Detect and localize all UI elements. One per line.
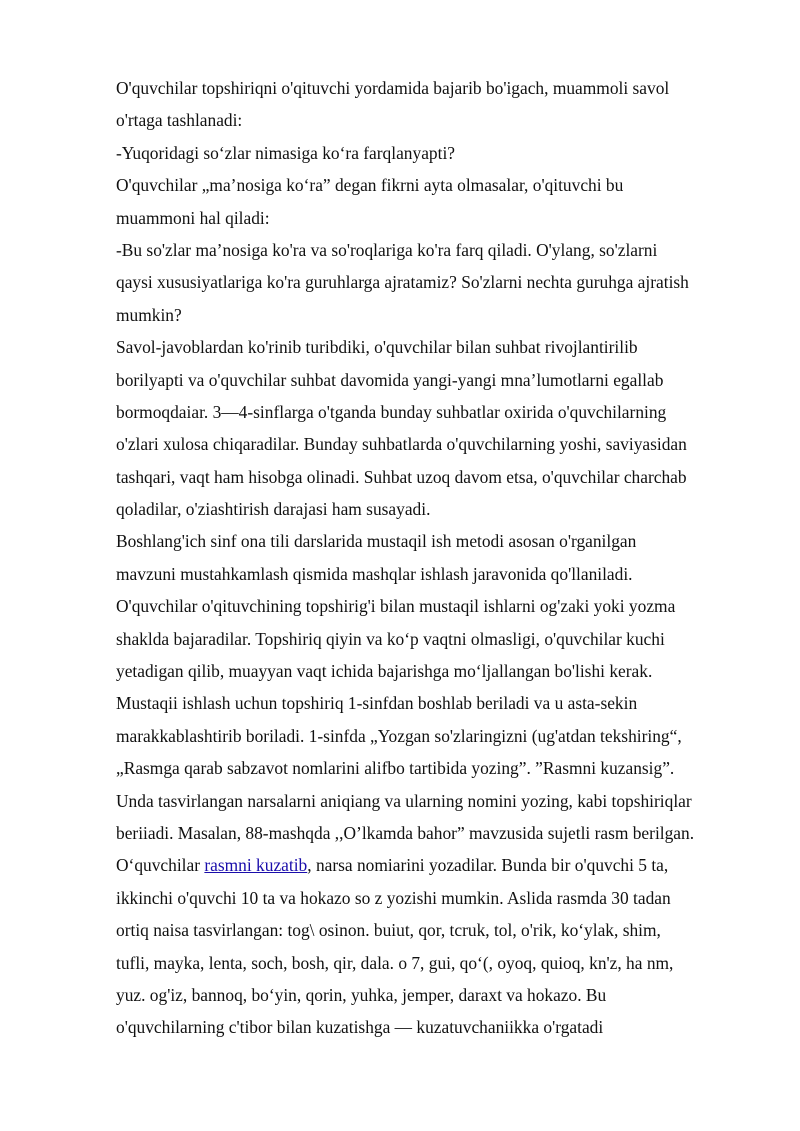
text-line: mumkin?	[116, 304, 182, 325]
text-line: tufli, mayka, lenta, soch, bosh, qir, dala. o 7, gui, qo‘(, oyoq, quioq, kn'z, ha nm,	[116, 952, 674, 973]
text-line: qoladilar, o'ziashtirish darajasi ham susayadi.	[116, 499, 431, 520]
text-line: O'quvchilar o'qituvchining topshirig'i bilan mustaqil ishlarni og'zaki yoki yozma	[116, 596, 676, 617]
text-line: o'quvchilarning c'tibor bilan kuzatishga — kuzatuvchaniikka o'rgatadi	[116, 1017, 604, 1038]
text-line: mavzuni mustahkamlash qismida mashqlar ishlash jaravonida qo'llaniladi.	[116, 563, 633, 584]
text-line: Savol-javoblardan ko'rinib turibdiki, o'quvchilar bilan suhbat rivojlantirilib	[116, 337, 638, 358]
text-line: -Bu so'zlar ma’nosiga ko'ra va so'roqlariga ko'ra farq qiladi. O'ylang, so'zlarni	[116, 239, 658, 260]
text-line: ortiq naisa tasvirlangan: tog\ osinon. buiut, qor, tcruk, tol, o'rik, ko‘ylak, shim,	[116, 920, 661, 941]
body-text	[116, 72, 746, 1044]
rasmni-kuzatib-link[interactable]: rasmni kuzatib	[204, 855, 308, 876]
text-line: qaysi xususiyatlariga ko'ra guruhlarga ajratamiz? So'zlarni nechta guruhga ajratish	[116, 272, 689, 293]
text-line: O'quvchilar „ma’nosiga ko‘ra” degan fikrni ayta olmasalar, o'qituvchi bu	[116, 175, 624, 196]
text-line: O'quvchilar topshiriqni o'qituvchi yordamida bajarib bo'igach, muammoli savol	[116, 78, 670, 98]
text-line: bormoqdaiar. 3—4-sinflarga o'tganda bunday suhbatlar oxirida o'quvchilarning	[116, 401, 667, 422]
text-line-with-link	[116, 849, 746, 881]
text-line: -Yuqoridagi so‘zlar nimasiga ko‘ra farqlanyapti?	[116, 142, 455, 163]
text-line: shaklda bajaradilar. Topshiriq qiyin va ko‘p vaqtni olmasligi, o'quvchilar kuchi	[116, 628, 665, 649]
text-line: o'rtaga tashlanadi:	[116, 110, 243, 131]
link-line-after: , narsa nomiarini yozadilar. Bunda bir o'quvchi 5 ta,	[307, 855, 669, 876]
text-line: Boshlang'ich sinf ona tili darslarida mustaqil ish metodi asosan o'rganilgan	[116, 531, 637, 552]
text-line: tashqari, vaqt ham hisobga olinadi. Suhbat uzoq davom etsa, o'quvchilar charchab	[116, 466, 687, 487]
text-line: Unda tasvirlangan narsalarni aniqiang va ularning nomini yozing, kabi topshiriqlar	[116, 790, 692, 811]
text-line: beriiadi. Masalan, 88-mashqda ,,O’lkamda bahor” mavzusida sujetli rasm berilgan.	[116, 822, 695, 843]
text-line: ikkinchi o'quvchi 10 ta va hokazo so z yozishi mumkin. Aslida rasmda 30 tadan	[116, 887, 671, 908]
text-line: o'zlari xulosa chiqaradilar. Bunday suhbatlarda o'quvchilarning yoshi, saviyasidan	[116, 434, 687, 455]
text-line: „Rasmga qarab sabzavot nomlarini alifbo tartibida yozing”. ”Rasmni kuzansig”.	[116, 758, 675, 779]
text-line: yetadigan qilib, muayyan vaqt ichida bajarishga mo‘ljallangan bo'lishi kerak.	[116, 661, 653, 682]
text-line: muammoni hal qiladi:	[116, 207, 270, 228]
text-line: borilyapti va o'quvchilar suhbat davomida yangi-yangi mna’lumotlarni egallab	[116, 369, 664, 390]
text-line: marakkablashtirib boriladi. 1-sinfda „Yozgan so'zlaringizni (ug'atdan tekshiring“,	[116, 725, 682, 746]
link-line-before: O‘quvchilar	[116, 855, 205, 876]
text-line: Mustaqii ishlash uchun topshiriq 1-sinfdan boshlab beriladi va u asta-sekin	[116, 693, 638, 714]
text-line: yuz. og'iz, bannoq, bo‘yin, qorin, yuhka, jemper, daraxt va hokazo. Bu	[116, 984, 607, 1005]
